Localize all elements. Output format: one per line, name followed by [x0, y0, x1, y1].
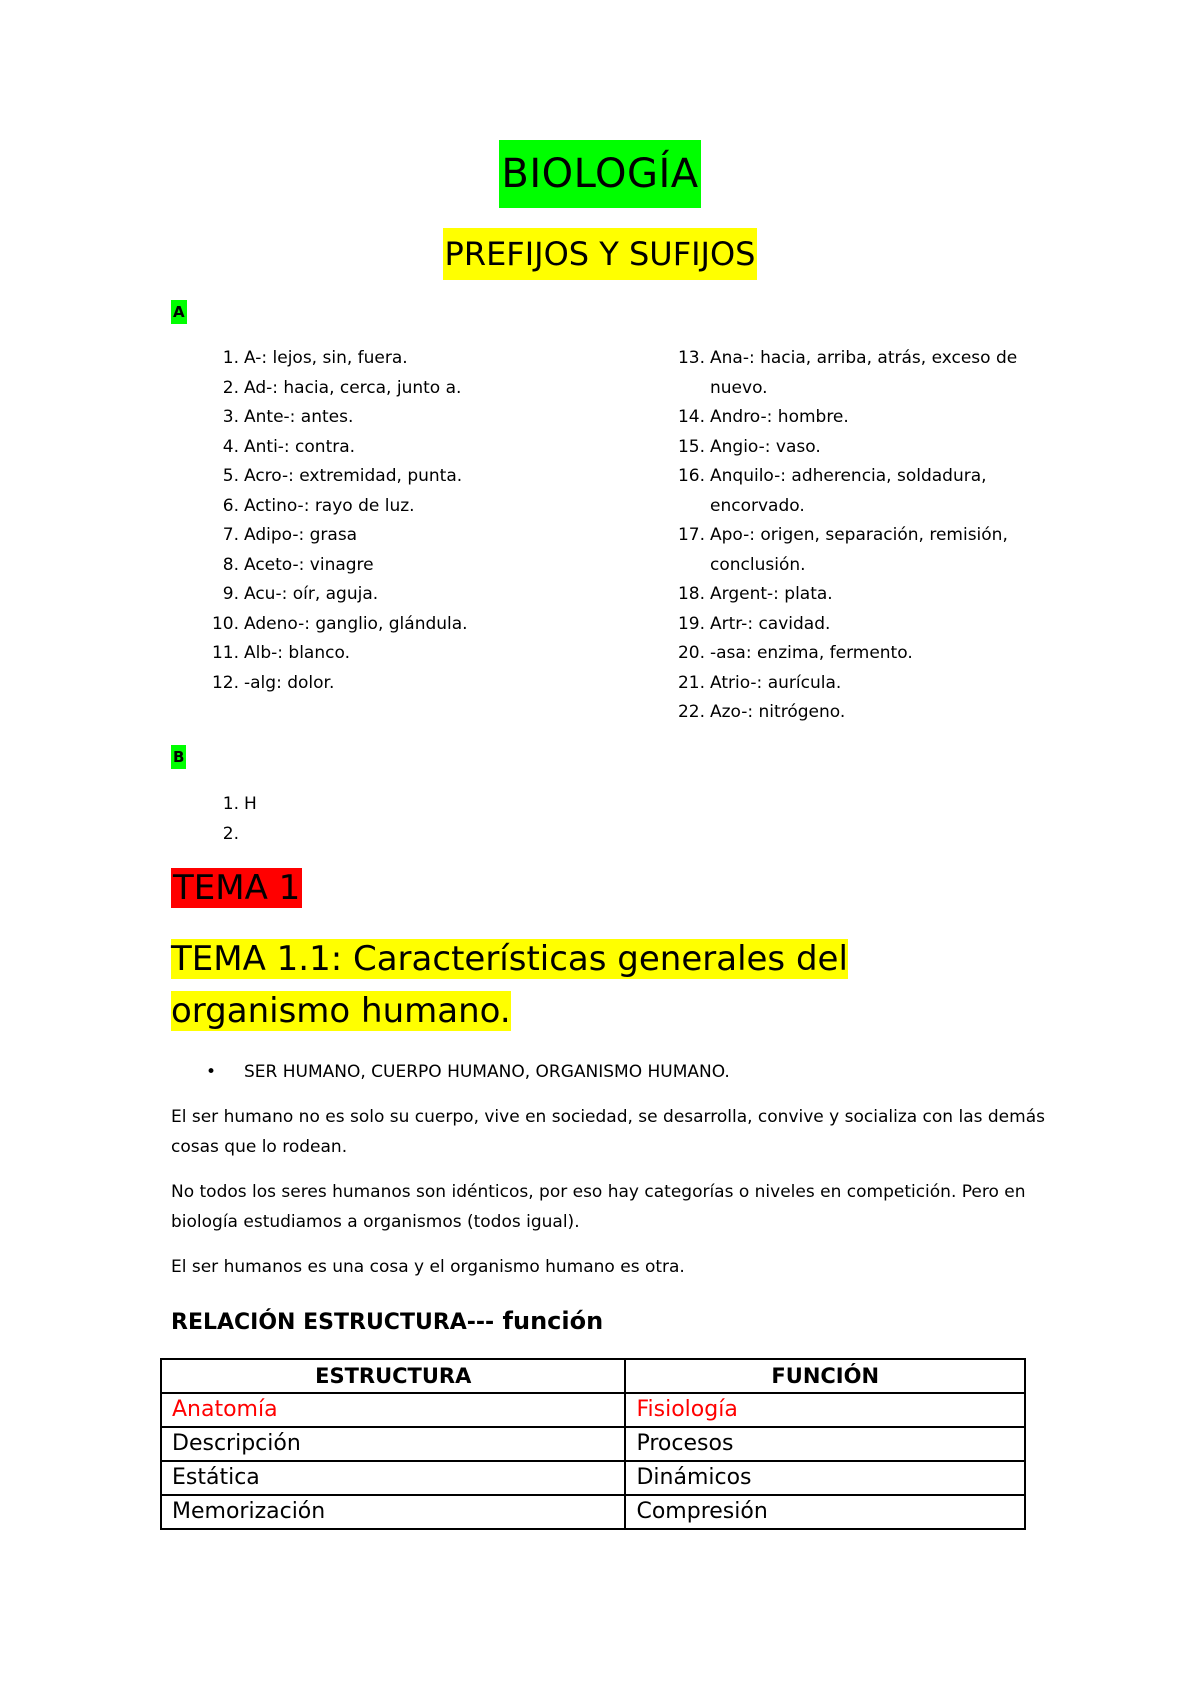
table-row	[161, 1495, 1025, 1529]
table-cell: Descripción	[161, 1427, 625, 1461]
list-item: 10. Adeno-: ganglio, glándula.	[211, 613, 468, 634]
relation-heading-part2: función	[494, 1307, 604, 1335]
list-item: 5. Acro-: extremidad, punta.	[222, 466, 463, 486]
relation-heading-part1: RELACIÓN ESTRUCTURA---	[171, 1310, 495, 1335]
list-item: 12. -alg: dolor.	[211, 672, 335, 693]
title-block	[0, 140, 1200, 208]
paragraph-3: El ser humanos es una cosa y el organismo humano es otra.	[171, 1257, 685, 1277]
list-item: 14. Andro-: hombre.	[677, 407, 849, 427]
list-item: 9. Acu-: oír, aguja.	[222, 584, 379, 604]
list-item: 16. Anquilo-: adherencia, soldadura, encorvado.	[677, 466, 987, 516]
table-row	[161, 1427, 1025, 1461]
list-item: 4. Anti-: contra.	[222, 436, 356, 457]
list-item: 1. A-: lejos, sin, fuera.	[222, 348, 408, 368]
paragraph-2: No todos los seres humanos son idénticos, por eso hay categorías o niveles en competición. Pero en biología estudiamos a organismos (todos igual).	[171, 1182, 1026, 1232]
section-letter-b: B	[171, 745, 186, 769]
list-item: 8. Aceto-: vinagre	[222, 554, 374, 575]
tema-1-1-label: TEMA 1.1: Características generales del organismo humano.	[171, 939, 848, 1031]
tema-1-label: TEMA 1	[173, 868, 301, 908]
table-cell: Estática	[161, 1461, 625, 1495]
list-item: 22. Azo-: nitrógeno.	[677, 702, 846, 722]
tema-1-1-heading	[171, 933, 1031, 1037]
list-item: 21. Atrio-: aurícula.	[677, 672, 842, 693]
list-item: 20. -asa: enzima, fermento.	[677, 643, 913, 663]
table-header-estructura: ESTRUCTURA	[161, 1359, 625, 1393]
paragraph-1: El ser humano no es solo su cuerpo, vive en sociedad, se desarrolla, convive y socializa con las demás cosas que lo rodean.	[171, 1107, 1045, 1157]
prefix-list-left	[203, 344, 623, 698]
subtitle-block	[0, 228, 1200, 280]
bullet-item	[206, 1057, 730, 1087]
list-item: 17. Apo-: origen, separación, remisión, conclusión.	[677, 525, 1008, 575]
list-item: 18. Argent-: plata.	[677, 584, 833, 604]
bullet-text: SER HUMANO, CUERPO HUMANO, ORGANISMO HUMANO.	[244, 1062, 730, 1082]
structure-function-table	[160, 1358, 1026, 1530]
list-b: 1. H 2.	[203, 790, 503, 820]
list-item: 13. Ana-: hacia, arriba, atrás, exceso de nuevo.	[677, 348, 1018, 398]
bullet-icon: •	[206, 1062, 217, 1082]
table-header-funcion: FUNCIÓN	[625, 1359, 1025, 1393]
table-cell: Procesos	[625, 1427, 1025, 1461]
list-item: 15. Angio-: vaso.	[677, 436, 821, 457]
table-cell: Dinámicos	[625, 1461, 1025, 1495]
list-item: 1. H	[222, 794, 257, 814]
list-item: 2. Ad-: hacia, cerca, junto a.	[222, 377, 462, 398]
table-cell: Memorización	[161, 1495, 625, 1529]
table-row	[161, 1461, 1025, 1495]
list-item: 11. Alb-: blanco.	[211, 643, 350, 663]
tema-1-heading	[171, 863, 302, 913]
section-letter-a: A	[171, 300, 187, 324]
list-item: 7. Adipo-: grasa	[222, 525, 358, 545]
table-cell: Fisiología	[625, 1393, 1025, 1427]
prefix-list-right	[669, 344, 1049, 728]
table-cell: Compresión	[625, 1495, 1025, 1529]
page-title: BIOLOGÍA	[499, 140, 700, 208]
table-row	[161, 1393, 1025, 1427]
page-subtitle: PREFIJOS Y SUFIJOS	[443, 228, 758, 280]
list-item: 6. Actino-: rayo de luz.	[222, 495, 415, 516]
list-item: 3. Ante-: antes.	[222, 407, 354, 427]
table-header-row	[161, 1359, 1025, 1393]
table-cell: Anatomía	[161, 1393, 625, 1427]
list-item: 19. Artr-: cavidad.	[677, 613, 831, 634]
relation-heading	[171, 1304, 603, 1340]
